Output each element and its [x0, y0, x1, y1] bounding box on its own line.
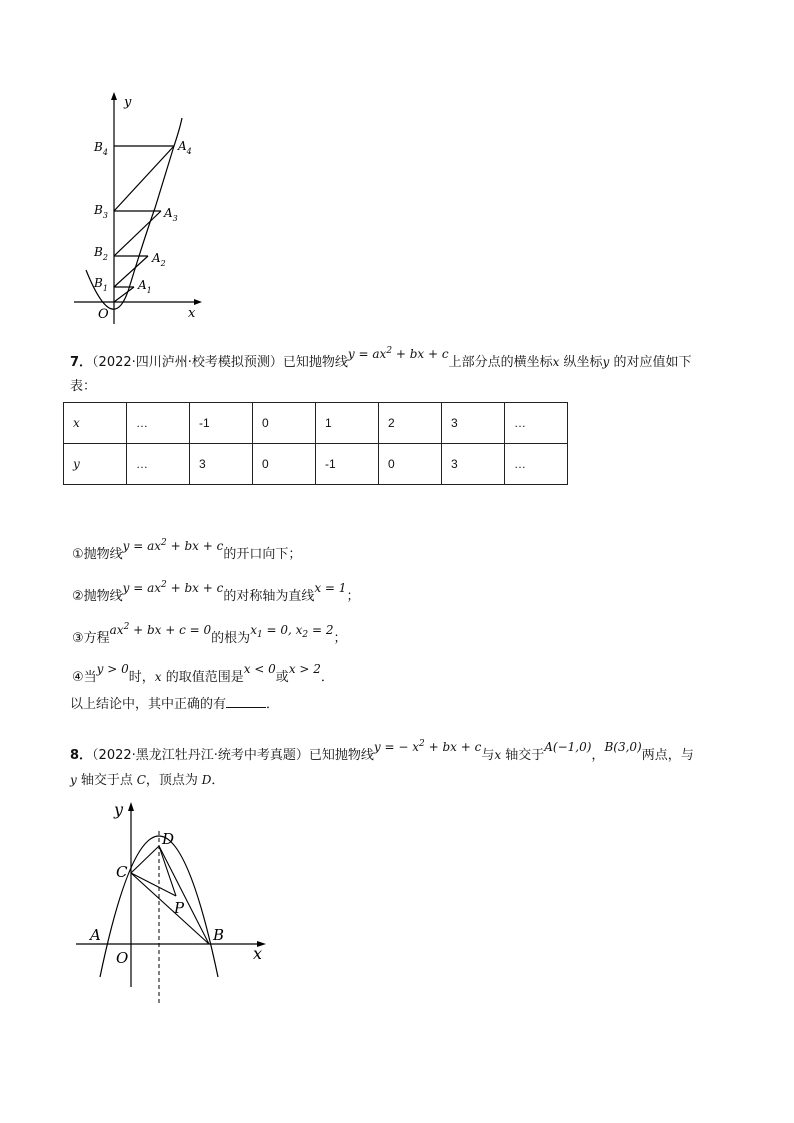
- q8-point-b: B(3,0): [604, 740, 642, 754]
- parabola-triangle-figure: [70, 795, 280, 1010]
- label-a3: $A_3$: [164, 206, 178, 223]
- s4-or: 或: [275, 670, 289, 685]
- q7-source: （2022·四川泸州·校考模拟预测）: [92, 355, 283, 370]
- s2-formula: $y = ax^2$ + bx + c: [122, 580, 224, 595]
- s4-mid2: 的取值范围是: [161, 670, 244, 685]
- q8-parabola-formula: y = − $x^2$ + bx + c: [373, 739, 482, 754]
- label-a2: $A_2$: [152, 251, 166, 268]
- table-cell: …: [127, 444, 190, 485]
- q8-lead: 已知抛物线: [308, 748, 374, 763]
- q8-mid2: 轴交于: [501, 748, 545, 763]
- table-cell: 0: [253, 403, 316, 444]
- s4-suffix: ．: [320, 670, 334, 685]
- parabola-staircase-figure: [60, 88, 220, 333]
- point-p-label: P: [174, 899, 185, 917]
- s2-prefix: ②抛物线: [72, 589, 123, 604]
- q8-yvar: y: [70, 773, 77, 787]
- s3-mid: 的根为: [211, 631, 251, 646]
- table-cell: y: [64, 444, 127, 485]
- q7-tail2: 的对应值如下: [609, 355, 692, 370]
- table-row: [64, 444, 568, 485]
- q8-line2-text: 轴交于点: [76, 773, 133, 788]
- conclusion-text: 以上结论中，其中正确的有: [70, 697, 227, 712]
- s4-mid: 时，: [128, 670, 155, 685]
- x-axis-label: x: [253, 944, 263, 963]
- q8-line2-end: ．: [211, 773, 225, 788]
- table-cell: -1: [316, 444, 379, 485]
- table-cell: 0: [253, 444, 316, 485]
- s2-mid: 的对称轴为直线: [223, 589, 315, 604]
- diagonal-b2-a3: [114, 211, 161, 256]
- label-b4: $B_4$: [94, 140, 108, 157]
- table-cell: 1: [316, 403, 379, 444]
- q7-statement-2: [72, 582, 359, 608]
- q8-line1: [70, 741, 694, 767]
- origin-label: O: [116, 949, 129, 967]
- segment-c-b: [131, 873, 209, 944]
- q7-mid: 纵坐标: [559, 355, 603, 370]
- table-cell: 3: [442, 403, 505, 444]
- q7-line2: 表：: [70, 379, 97, 394]
- table-cell: …: [505, 403, 568, 444]
- q7-line1: [70, 348, 691, 374]
- point-a-label: A: [90, 926, 101, 944]
- table-cell: 2: [379, 403, 442, 444]
- diagonal-b3-a4: [114, 146, 174, 211]
- s3-prefix: ③方程: [72, 631, 110, 646]
- q8-line2-mid: ，顶点为: [145, 773, 198, 788]
- table-cell: …: [127, 403, 190, 444]
- table-cell: 0: [379, 444, 442, 485]
- s4-formula2: x < 0: [243, 662, 276, 676]
- s2-suffix: ；: [346, 589, 360, 604]
- q7-tail: 上部分点的横坐标: [448, 355, 553, 370]
- x-axis-arrow: [194, 299, 202, 305]
- answer-blank[interactable]: [226, 695, 266, 708]
- label-b1: $B_1$: [94, 276, 108, 293]
- q8-tail: 两点，与: [641, 748, 694, 763]
- s3-suffix: ；: [333, 631, 347, 646]
- s2-formula2: x = 1: [314, 581, 347, 595]
- table-cell: 3: [442, 444, 505, 485]
- s4-xvar: x: [154, 670, 162, 684]
- s1-suffix: 的开口向下；: [223, 547, 302, 562]
- label-a4: $A_4$: [178, 139, 192, 156]
- q7-conclusion: [70, 694, 279, 716]
- table-row: [64, 403, 568, 444]
- origin-label: O: [98, 307, 109, 322]
- q8-source: （2022·黑龙江牡丹江·统考中考真题）: [92, 748, 309, 763]
- label-b2: $B_2$: [94, 245, 108, 262]
- q8-mid: 与: [481, 748, 495, 763]
- point-b-label: B: [213, 926, 225, 944]
- s4-formula: y > 0: [96, 662, 129, 676]
- table-cell: …: [505, 444, 568, 485]
- q7-value-table: [63, 402, 568, 485]
- q8-comma: ，: [591, 748, 605, 763]
- q7-lead: 已知抛物线: [282, 355, 348, 370]
- q8-point-c: C: [132, 773, 146, 787]
- q7-number: 7．: [70, 355, 93, 370]
- table-cell: 3: [190, 444, 253, 485]
- s1-formula: $y = ax^2$ + bx + c: [122, 538, 224, 553]
- q7-yvar: y: [602, 355, 610, 369]
- s3-formula: $ax^2$ + bx + c = 0: [109, 622, 212, 637]
- label-a1: $A_1$: [138, 278, 152, 295]
- x-axis-label: x: [188, 306, 196, 321]
- q8-point-a: A(−1,0): [544, 740, 592, 754]
- y-axis-arrow: [111, 92, 117, 100]
- s4-prefix: ④当: [72, 670, 97, 685]
- conclusion-end: ．: [266, 697, 280, 712]
- table-cell: -1: [190, 403, 253, 444]
- q7-parabola-formula: $y = ax^2$ + bx + c: [347, 346, 449, 361]
- table-cell: x: [64, 403, 127, 444]
- y-axis-label: y: [114, 800, 124, 819]
- q8-point-d: D: [197, 773, 212, 787]
- q7-statement-4: [72, 662, 334, 689]
- q8-number: 8．: [70, 748, 93, 763]
- s1-prefix: ①抛物线: [72, 547, 123, 562]
- label-b3: $B_3$: [94, 203, 108, 220]
- q7-statement-3: [72, 624, 347, 654]
- s4-formula3: x > 2: [288, 662, 321, 676]
- q7-xvar: x: [552, 355, 560, 369]
- y-axis-arrow: [128, 802, 134, 811]
- point-d-label: D: [162, 830, 175, 848]
- s3-formula2: $x_1 = 0$, $x_2 = 2$: [250, 623, 334, 640]
- y-axis-label: y: [124, 95, 132, 110]
- q7-statement-1: [72, 540, 301, 566]
- point-c-label: C: [116, 863, 128, 881]
- q8-line2: [70, 769, 224, 792]
- q8-xvar: x: [494, 748, 502, 762]
